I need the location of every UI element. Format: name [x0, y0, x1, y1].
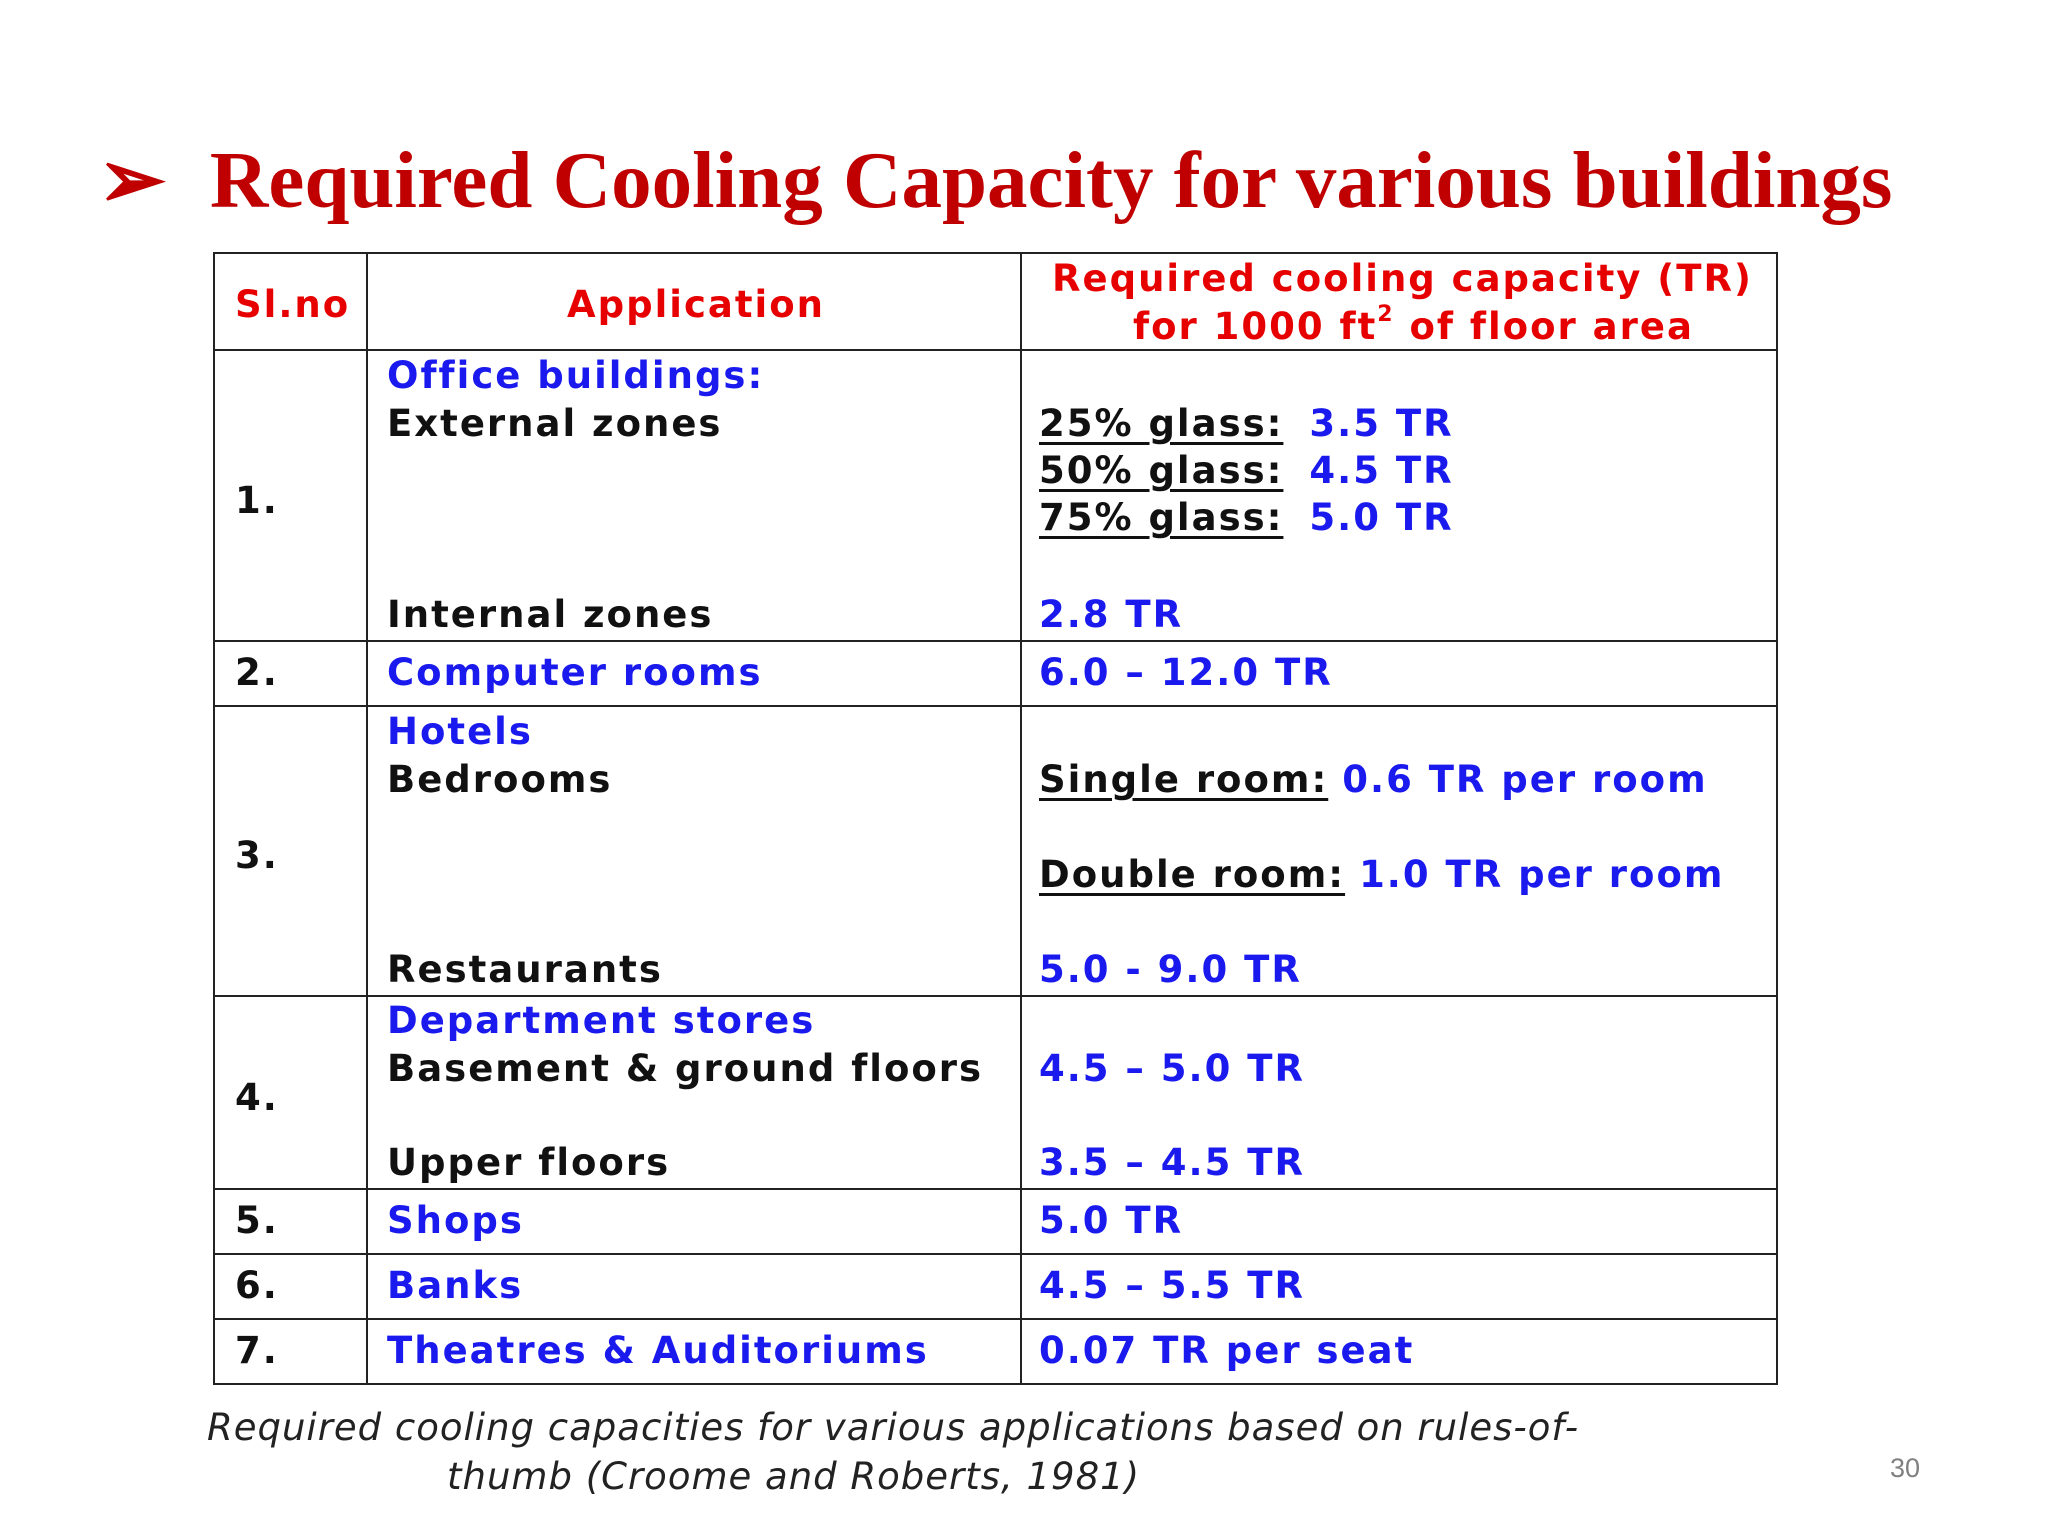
table-caption-line2: thumb (Croome and Roberts, 1981) [447, 1455, 1141, 1498]
row1-internal-value: 2.8 TR [1039, 593, 1184, 636]
glass-75: 75% glass: 5.0 TR [1039, 496, 1454, 539]
header-application: Application [567, 283, 826, 326]
header-capacity-line1: Required cooling capacity (TR) [1052, 257, 1753, 300]
row-divider [215, 1253, 1776, 1255]
row3-slno: 3. [235, 834, 279, 877]
row1-slno: 1. [235, 479, 279, 522]
row4-value1: 4.5 – 5.0 TR [1039, 1047, 1305, 1090]
row3-sub2: Restaurants [387, 948, 663, 991]
row4-value2: 3.5 – 4.5 TR [1039, 1141, 1305, 1184]
slide-title-text: Required Cooling Capacity for various buildings [209, 135, 1893, 225]
row4-slno: 4. [235, 1076, 279, 1119]
row1-category: Office buildings: [387, 354, 765, 397]
slide-title [98, 135, 1893, 225]
row3-restaurant-value: 5.0 - 9.0 TR [1039, 948, 1302, 991]
row5-slno: 5. [235, 1199, 279, 1242]
row1-sub1: External zones [387, 402, 723, 445]
row-divider [215, 349, 1776, 351]
row7-value: 0.07 TR per seat [1039, 1329, 1415, 1372]
row1-sub2: Internal zones [387, 593, 714, 636]
row5-category: Shops [387, 1199, 524, 1242]
row7-category: Theatres & Auditoriums [387, 1329, 929, 1372]
page-number: 30 [1890, 1453, 1921, 1483]
arrowhead-bullet-icon: ➢ [98, 135, 166, 225]
single-room: Single room: 0.6 TR per room [1039, 758, 1708, 801]
row7-slno: 7. [235, 1329, 279, 1372]
row3-sub1: Bedrooms [387, 758, 613, 801]
row6-slno: 6. [235, 1264, 279, 1307]
row-divider [215, 1318, 1776, 1320]
glass-50: 50% glass: 4.5 TR [1039, 449, 1454, 492]
row2-value: 6.0 – 12.0 TR [1039, 651, 1333, 694]
row-divider [215, 995, 1776, 997]
cooling-capacity-table [213, 252, 1778, 1385]
table-caption-line1: Required cooling capacities for various applications based on rules-of- [207, 1406, 1580, 1449]
column-divider [366, 254, 368, 1383]
glass-25: 25% glass: 3.5 TR [1039, 402, 1454, 445]
row4-sub1: Basement & ground floors [387, 1047, 984, 1090]
row2-category: Computer rooms [387, 651, 763, 694]
double-room: Double room: 1.0 TR per room [1039, 853, 1725, 896]
row4-category: Department stores [387, 999, 816, 1042]
row6-value: 4.5 – 5.5 TR [1039, 1264, 1305, 1307]
row-divider [215, 1188, 1776, 1190]
header-capacity-line2: for 1000 $ft^2$ of floor area [1133, 302, 1694, 348]
row4-sub2: Upper floors [387, 1141, 671, 1184]
row2-slno: 2. [235, 651, 279, 694]
row5-value: 5.0 TR [1039, 1199, 1184, 1242]
row3-category: Hotels [387, 710, 533, 753]
column-divider [1020, 254, 1022, 1383]
row-divider [215, 640, 1776, 642]
header-slno: Sl.no [235, 283, 351, 326]
row-divider [215, 705, 1776, 707]
row6-category: Banks [387, 1264, 524, 1307]
